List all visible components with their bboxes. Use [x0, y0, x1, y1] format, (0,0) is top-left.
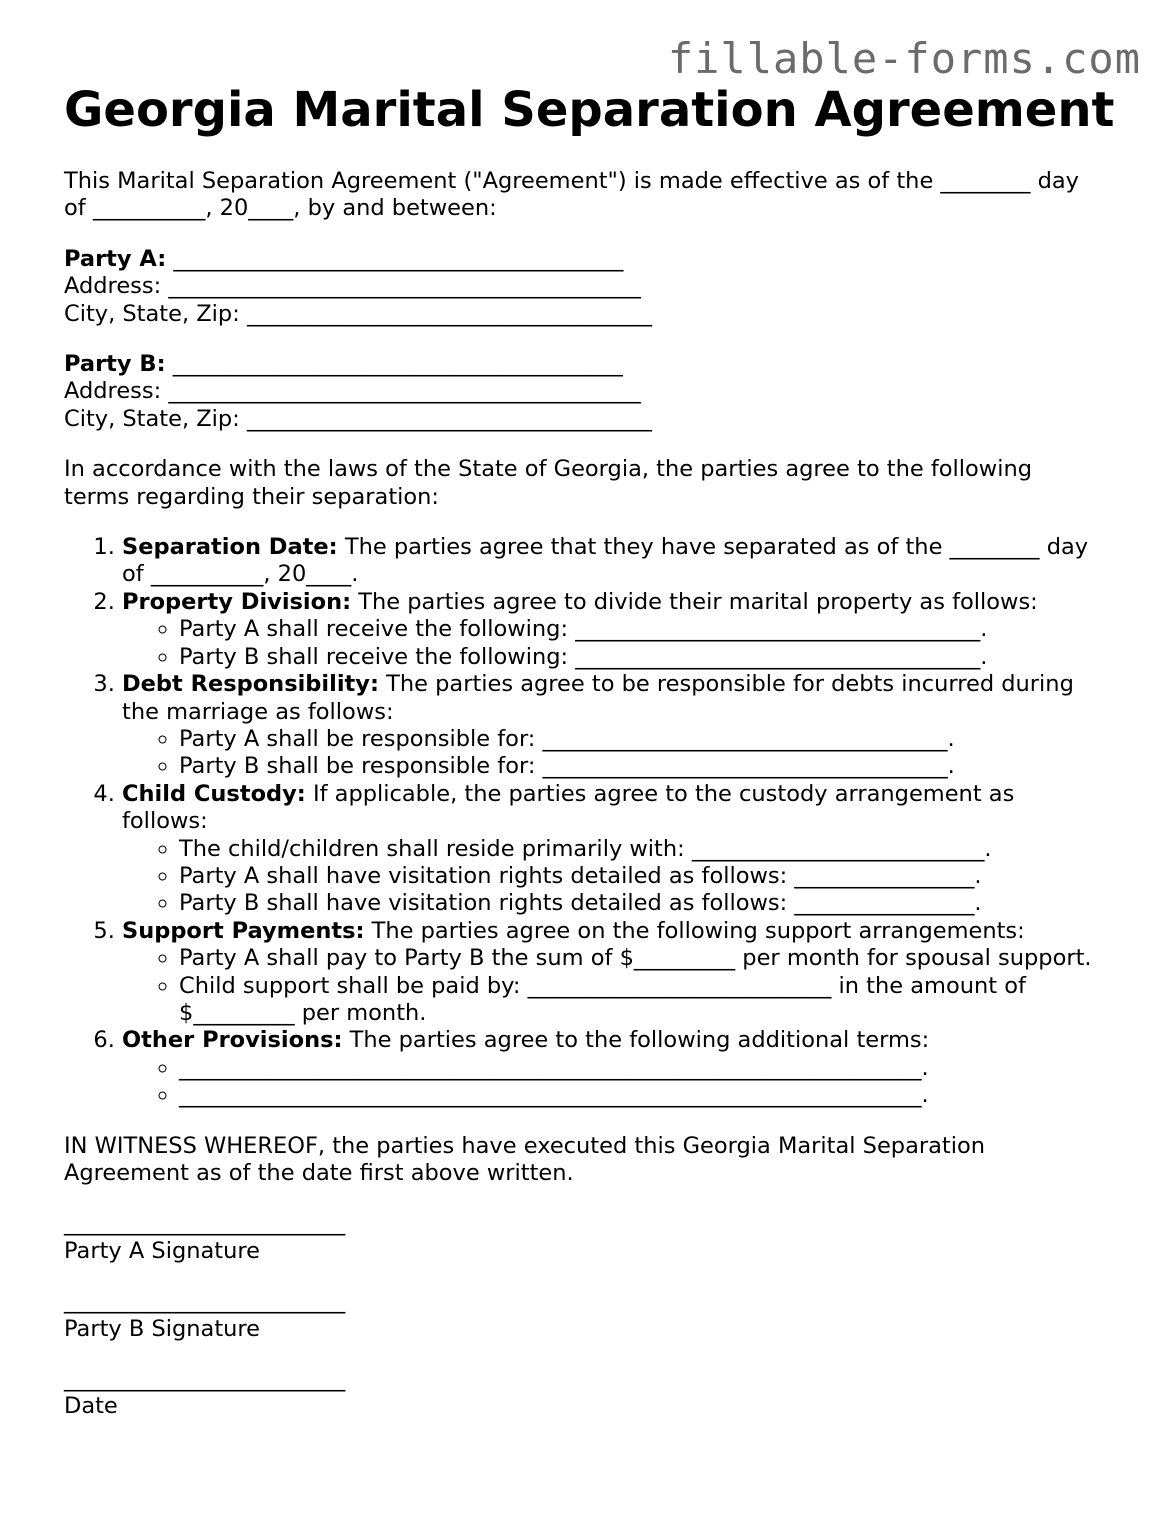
date-signature [64, 1366, 1124, 1421]
term-text: The parties agree to the following additional terms: [342, 1027, 930, 1054]
term-separation-date [122, 534, 1124, 589]
term-text-cont: the marriage as follows: [122, 698, 394, 725]
party-a-label: Party A: [64, 245, 167, 272]
party-b-name-field[interactable]: ________________________________________ [165, 351, 623, 378]
list-item[interactable]: ◦ Party A shall have visitation rights detailed as follows: ________________. [179, 863, 1124, 890]
sub-list [122, 616, 1124, 671]
list-item[interactable]: ◦ Party A shall pay to Party B the sum of $_________ per month for spousal support. [179, 945, 1124, 972]
list-item-child-support[interactable] [179, 973, 1124, 1028]
party-a-name-field[interactable]: ________________________________________ [166, 245, 624, 272]
term-other-provisions [122, 1027, 1124, 1109]
party-b-label: Party B: [64, 351, 166, 378]
term-property-division [122, 589, 1124, 671]
term-text: If applicable, the parties agree to the custody arrangement as [305, 780, 1015, 807]
signature-label: Party B Signature [64, 1315, 261, 1342]
term-heading: Support Payments: [122, 917, 365, 944]
party-a-signature [64, 1210, 1124, 1265]
list-item[interactable]: ◦ Party B shall be responsible for: ____________________________________. [179, 753, 1124, 780]
party-a-city-field[interactable]: City, State, Zip: ____________________________________ [64, 300, 652, 327]
witness-line-1: IN WITNESS WHEREOF, the parties have executed this Georgia Marital Separation [64, 1132, 986, 1159]
term-heading: Child Custody: [122, 780, 306, 807]
sub-list [122, 836, 1124, 918]
preamble-line-1: In accordance with the laws of the State of Georgia, the parties agree to the following [64, 456, 1032, 483]
term-text[interactable]: The parties agree that they have separated as of the ________ day [337, 534, 1089, 561]
party-a-block [64, 246, 1124, 328]
terms-list [64, 534, 1124, 1110]
party-b-address-field[interactable]: Address: __________________________________________ [64, 378, 641, 405]
term-support-payments [122, 918, 1124, 1028]
list-item[interactable]: ◦ Party A shall be responsible for: ____________________________________. [179, 726, 1124, 753]
signature-line[interactable]: _________________________ [64, 1210, 346, 1237]
term-text-cont: follows: [122, 808, 208, 835]
signature-label: Party A Signature [64, 1237, 260, 1264]
term-heading: Property Division: [122, 588, 352, 615]
intro-line-1: This Marital Separation Agreement ("Agreement") is made effective as of the ________ day [64, 168, 1079, 194]
date-label: Date [64, 1393, 118, 1420]
list-item[interactable]: ◦ Party B shall receive the following: ____________________________________. [179, 644, 1124, 671]
party-a-address-field[interactable]: Address: __________________________________________ [64, 273, 641, 300]
list-item[interactable]: ◦ Party A shall receive the following: ____________________________________. [179, 616, 1124, 643]
intro-line-2: of __________, 20____, by and between: [64, 195, 497, 222]
watermark: fillable-forms.com [667, 34, 1141, 83]
sub-list [122, 726, 1124, 781]
preamble-paragraph [64, 456, 1124, 511]
term-child-custody [122, 781, 1124, 918]
term-text: The parties agree to be responsible for debts incurred during [378, 671, 1074, 698]
intro-paragraph [64, 168, 1124, 223]
page-title: Georgia Marital Separation Agreement [64, 82, 1115, 138]
child-support-line-2[interactable]: $_________ per month. [179, 999, 427, 1026]
sub-list [122, 945, 1124, 1027]
signature-line[interactable]: _________________________ [64, 1288, 346, 1315]
party-b-signature [64, 1288, 1124, 1343]
signature-block [64, 1210, 1124, 1420]
term-text: The parties agree on the following support arrangements: [364, 917, 1025, 944]
party-b-city-field[interactable]: City, State, Zip: ____________________________________ [64, 405, 652, 432]
term-text: The parties agree to divide their marital property as follows: [351, 588, 1038, 615]
child-support-line-1[interactable]: Child support shall be paid by: ___________________________ in the amount of [179, 972, 1026, 999]
term-heading: Other Provisions: [122, 1027, 343, 1054]
document-body [64, 168, 1124, 1444]
list-item[interactable]: ◦ __________________________________________________________________. [179, 1082, 1124, 1109]
party-b-block [64, 351, 1124, 433]
preamble-line-2: terms regarding their separation: [64, 483, 439, 510]
sub-list [122, 1055, 1124, 1110]
term-text-cont[interactable]: of __________, 20____. [122, 561, 359, 588]
term-debt-responsibility [122, 671, 1124, 781]
witness-paragraph [64, 1133, 1124, 1188]
term-heading: Separation Date: [122, 534, 338, 561]
witness-line-2: Agreement as of the date first above written. [64, 1160, 574, 1186]
list-item[interactable]: ◦ The child/children shall reside primarily with: __________________________. [179, 836, 1124, 863]
term-heading: Debt Responsibility: [122, 671, 379, 698]
list-item[interactable]: ◦ __________________________________________________________________. [179, 1055, 1124, 1082]
list-item[interactable]: ◦ Party B shall have visitation rights detailed as follows: ________________. [179, 890, 1124, 917]
date-line[interactable]: _________________________ [64, 1366, 346, 1393]
